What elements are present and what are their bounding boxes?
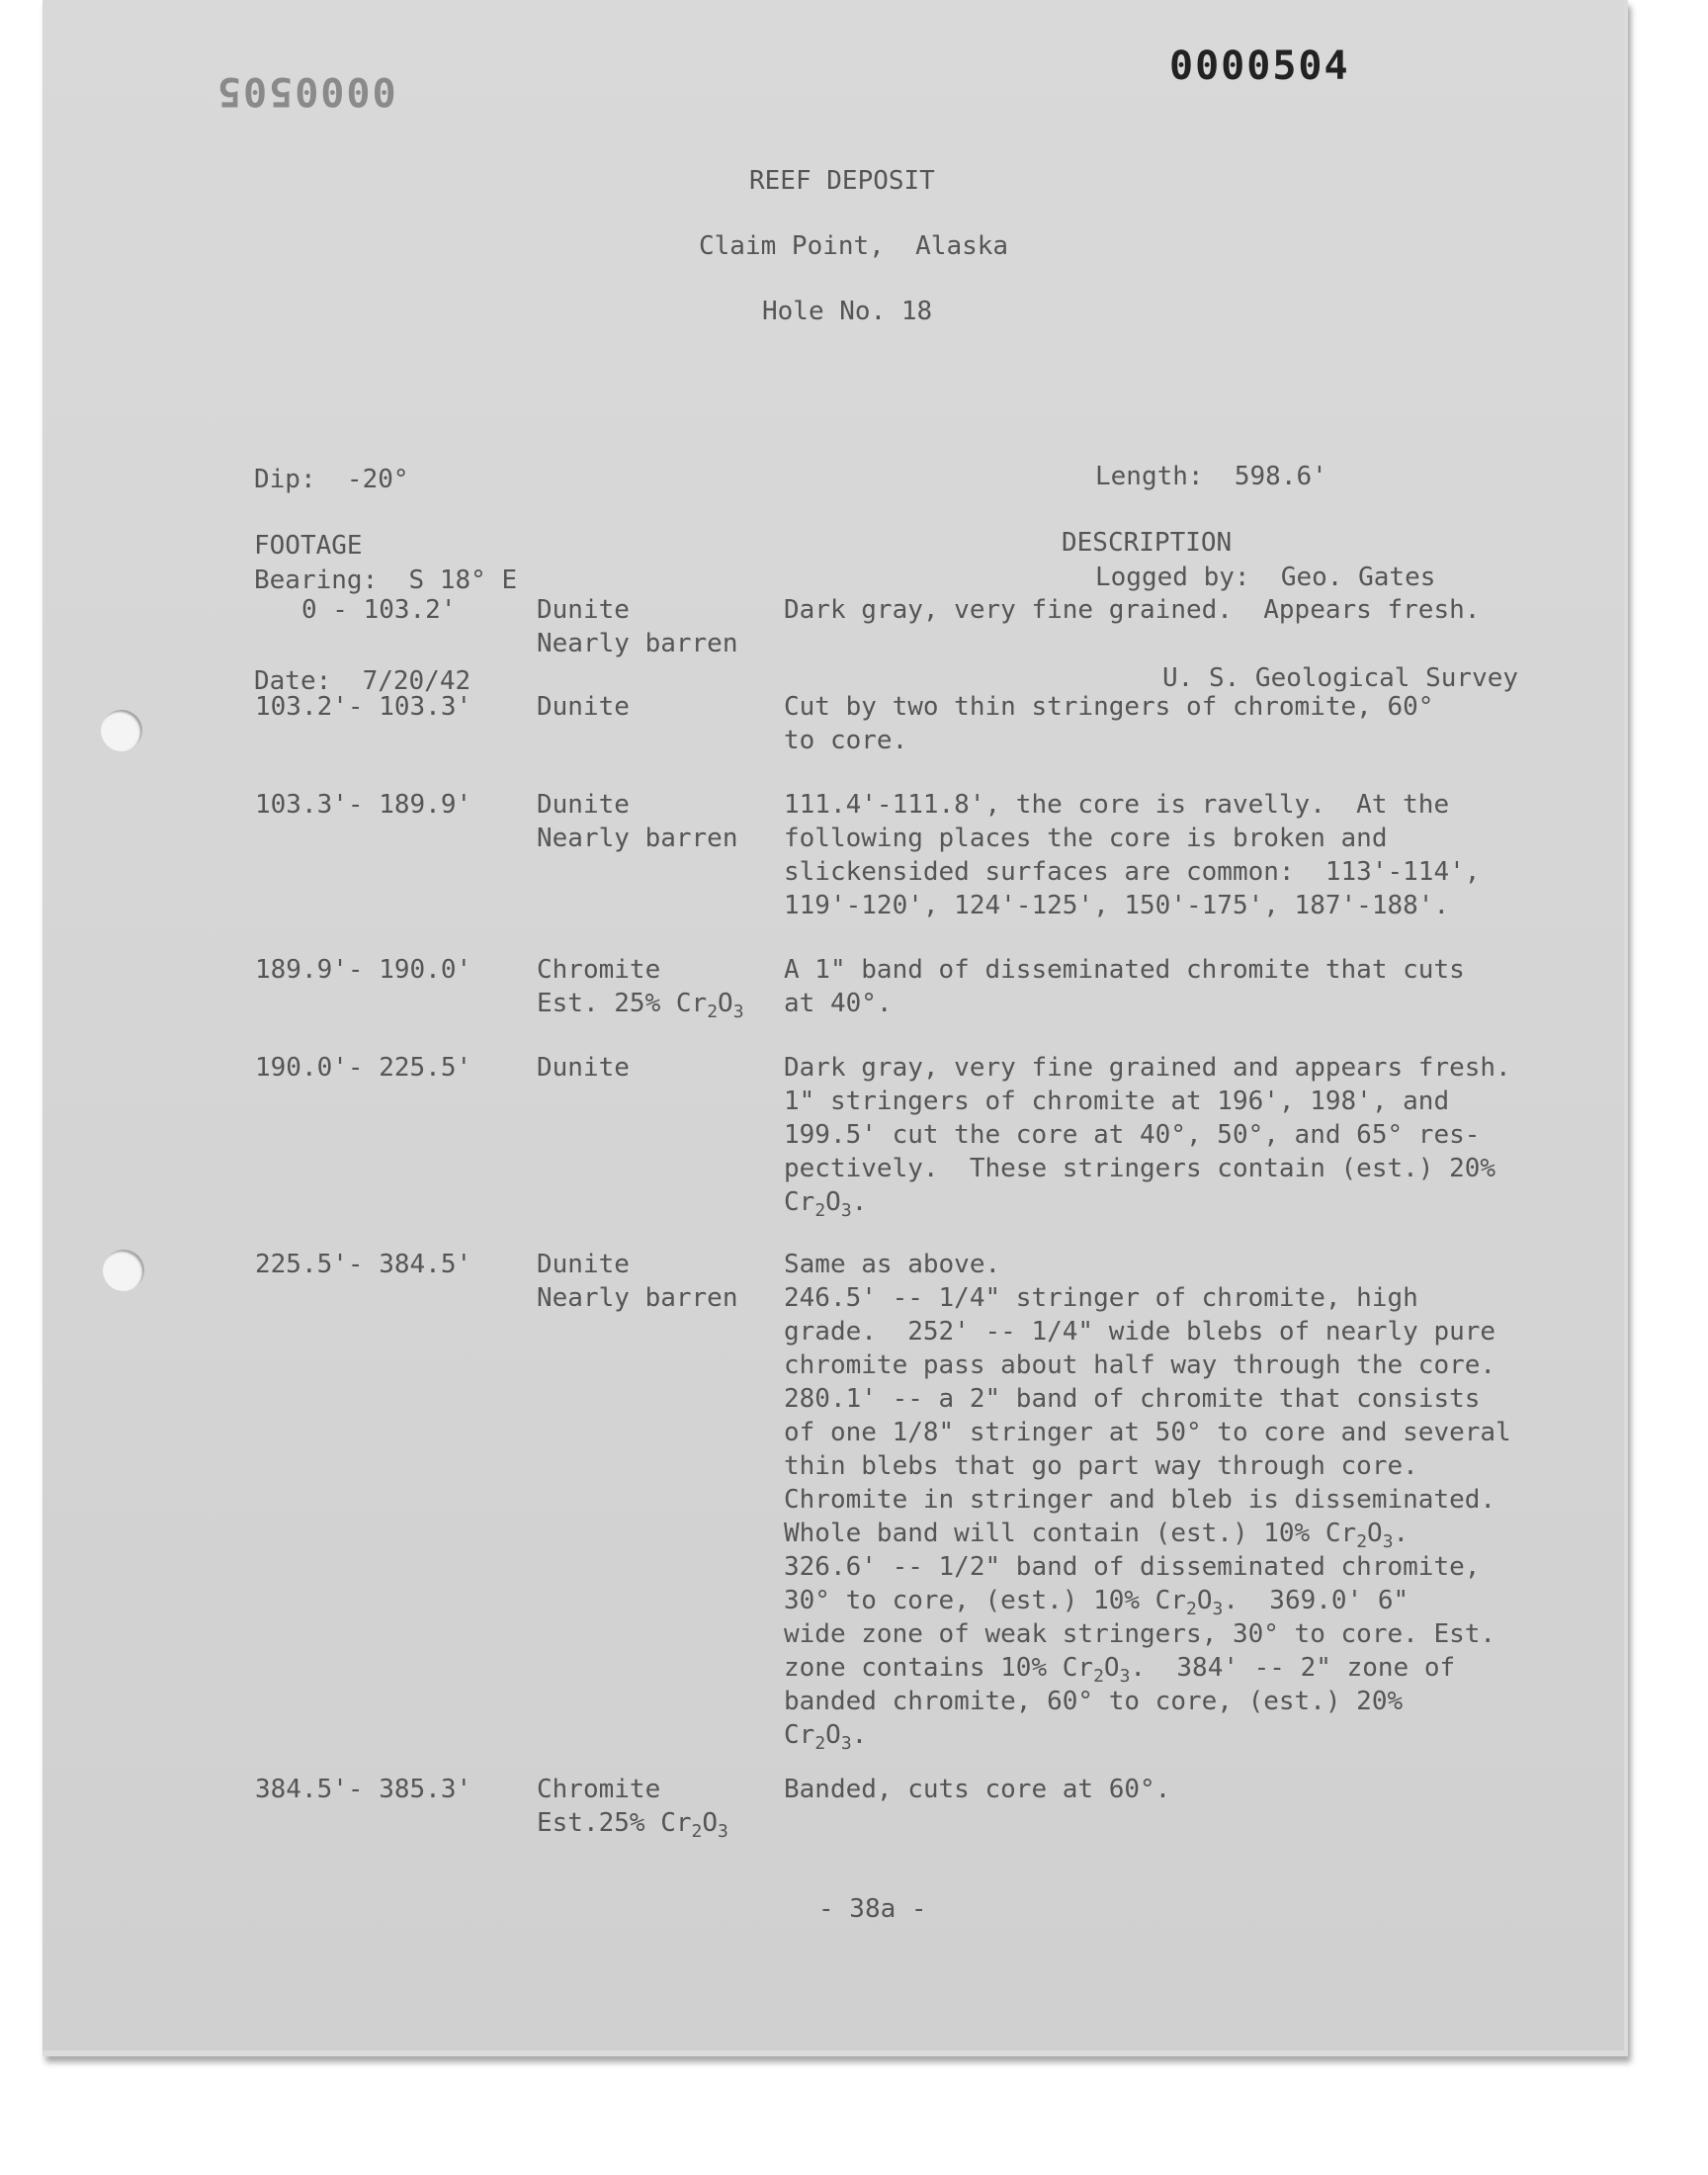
rock-type-cell xyxy=(537,1248,738,1315)
description-line: banded chromite, 60° to core, (est.) 20% xyxy=(784,1687,1404,1716)
description-line: pectively. These stringers contain (est.) 20% xyxy=(784,1154,1496,1183)
description-line: grade. 252' -- 1/4" wide blebs of nearly pure xyxy=(784,1317,1496,1347)
description-line: 199.5' cut the core at 40°, 50°, and 65° res- xyxy=(784,1120,1481,1150)
rock-type-line: Est. 25% $Cr_2O_3$ xyxy=(537,989,744,1022)
rock-type-line: Dunite xyxy=(537,790,630,820)
scanned-page xyxy=(43,0,1628,2056)
description-cell xyxy=(784,593,1480,627)
footage-cell: 103.2'- 103.3' xyxy=(255,692,472,722)
description-column-header: DESCRIPTION xyxy=(1062,528,1233,558)
rock-type-cell xyxy=(537,953,744,1020)
footage-cell: 384.5'- 385.3' xyxy=(255,1775,472,1804)
punch-hole-upper xyxy=(101,710,142,751)
description-line: 119'-120', 124'-125', 150'-175', 187'-188'. xyxy=(784,891,1450,920)
description-cell xyxy=(784,953,1465,1020)
rock-type-cell xyxy=(537,1051,630,1085)
footage-cell: 0 - 103.2' xyxy=(255,595,457,625)
rock-type-cell xyxy=(537,1773,728,1840)
description-line: Cut by two thin stringers of chromite, 60° xyxy=(784,692,1434,722)
length-value: Length: 598.6' xyxy=(1095,462,1327,491)
description-line: 1" stringers of chromite at 196', 198', and xyxy=(784,1087,1450,1116)
description-cell xyxy=(784,1051,1511,1219)
description-line: Same as above. xyxy=(784,1250,1001,1279)
footage-cell: 189.9'- 190.0' xyxy=(255,955,472,985)
description-line: Dark gray, very fine grained. Appears fresh. xyxy=(784,595,1481,625)
description-cell xyxy=(784,1248,1511,1752)
date-value: Date: 7/20/42 xyxy=(254,666,471,696)
description-line: following places the core is broken and xyxy=(784,824,1388,853)
rock-type-line: Dunite xyxy=(537,692,630,722)
page-number: - 38a - xyxy=(818,1894,927,1924)
description-line: of one 1/8" stringer at 50° to core and several xyxy=(784,1418,1511,1447)
description-line: thin blebs that go part way through core. xyxy=(784,1451,1418,1481)
report-location: Claim Point, Alaska xyxy=(699,231,1009,261)
rock-type-line: Nearly barren xyxy=(537,1283,738,1313)
description-line: Dark gray, very fine grained and appears fresh. xyxy=(784,1053,1511,1083)
description-line: 30° to core, (est.) 10% $Cr_2O_3$. 369.0' 6" xyxy=(784,1586,1409,1619)
description-line: chromite pass about half way through the core. xyxy=(784,1350,1496,1380)
description-line: 246.5' -- 1/4" stringer of chromite, high xyxy=(784,1283,1418,1313)
punch-hole-lower xyxy=(103,1250,144,1291)
description-line: 326.6' -- 1/2" band of disseminated chromite, xyxy=(784,1552,1481,1582)
rock-type-line: Nearly barren xyxy=(537,629,738,658)
footage-cell: 225.5'- 384.5' xyxy=(255,1250,472,1279)
mirrored-number-stamp: 0000505 xyxy=(215,68,396,114)
description-line: slickensided surfaces are common: 113'-114', xyxy=(784,857,1481,887)
logged-by-value: Logged by: Geo. Gates xyxy=(1095,563,1436,592)
hole-number: Hole No. 18 xyxy=(762,297,933,326)
rock-type-line: Est.25% $Cr_2O_3$ xyxy=(537,1808,728,1842)
dip-value: Dip: -20° xyxy=(254,465,409,494)
bearing-value: Bearing: S 18° E xyxy=(254,566,518,595)
description-cell xyxy=(784,1773,1170,1806)
footage-cell: 103.3'- 189.9' xyxy=(255,790,472,820)
rock-type-line: Dunite xyxy=(537,1250,630,1279)
description-line: at 40°. xyxy=(784,989,893,1018)
rock-type-line: Chromite xyxy=(537,955,661,985)
footage-cell: 190.0'- 225.5' xyxy=(255,1053,472,1083)
rock-type-cell xyxy=(537,690,630,724)
description-line: zone contains 10% $Cr_2O_3$. 384' -- 2" zone of xyxy=(784,1653,1456,1687)
description-cell xyxy=(784,788,1480,922)
description-line: A 1" band of disseminated chromite that cuts xyxy=(784,955,1465,985)
footage-column-header: FOOTAGE xyxy=(254,531,363,561)
rock-type-line: Nearly barren xyxy=(537,824,738,853)
description-line: to core. xyxy=(784,726,908,755)
report-title: REEF DEPOSIT xyxy=(749,166,935,196)
description-line: wide zone of weak stringers, 30° to core. Est. xyxy=(784,1619,1496,1649)
description-line: $Cr_2O_3$. xyxy=(784,1720,868,1754)
description-line: 280.1' -- a 2" band of chromite that consists xyxy=(784,1384,1481,1414)
document-number-stamp: 0000504 xyxy=(1169,44,1350,89)
description-line: Chromite in stringer and bleb is disseminated. xyxy=(784,1485,1496,1515)
description-cell xyxy=(784,690,1433,757)
rock-type-cell xyxy=(537,593,738,660)
description-line: $Cr_2O_3$. xyxy=(784,1187,868,1221)
rock-type-line: Dunite xyxy=(537,595,630,625)
description-line: 111.4'-111.8', the core is ravelly. At the xyxy=(784,790,1450,820)
rock-type-cell xyxy=(537,788,738,855)
rock-type-line: Dunite xyxy=(537,1053,630,1083)
rock-type-line: Chromite xyxy=(537,1775,661,1804)
paper-sheet xyxy=(43,0,1624,2050)
description-line: Whole band will contain (est.) 10% $Cr_2O_3$. xyxy=(784,1519,1409,1552)
description-line: Banded, cuts core at 60°. xyxy=(784,1775,1171,1804)
organization-value: U. S. Geological Survey xyxy=(1162,663,1519,693)
